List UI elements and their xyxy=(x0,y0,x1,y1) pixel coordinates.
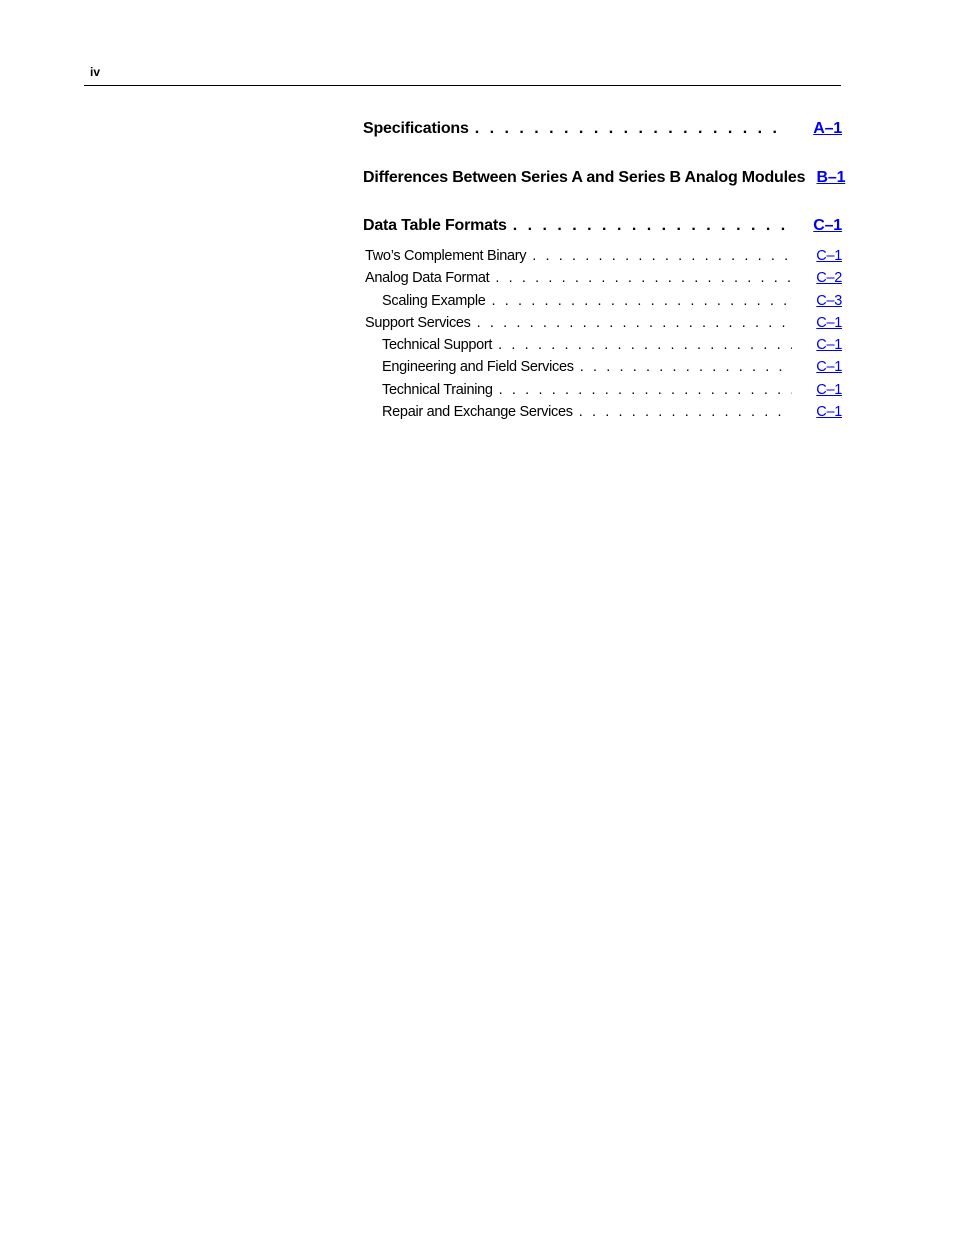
dot-leader xyxy=(580,359,792,375)
toc-entry-twos-complement xyxy=(363,248,842,264)
toc-entry-title: Engineering and Field Services xyxy=(382,359,574,375)
dot-leader xyxy=(579,404,792,420)
toc-entry-title: Repair and Exchange Services xyxy=(382,404,573,420)
toc-entry-repair-exchange-services xyxy=(363,404,842,420)
toc-entry-differences xyxy=(363,169,846,187)
dot-leader xyxy=(475,120,788,138)
toc-page-link[interactable]: C–1 xyxy=(813,217,842,234)
toc-entry-analog-data-format xyxy=(363,270,842,286)
toc-page-link[interactable]: C–1 xyxy=(816,382,842,398)
toc-page-link[interactable]: C–3 xyxy=(816,293,842,309)
toc-entry-technical-support xyxy=(363,337,842,353)
toc-entry-title: Differences Between Series A and Series B Analog Modules xyxy=(363,169,806,186)
toc-entry-title: Two’s Complement Binary xyxy=(365,248,527,264)
toc-entry-title: Scaling Example xyxy=(382,293,486,309)
toc-page-link[interactable]: C–1 xyxy=(816,248,842,264)
dot-leader xyxy=(513,217,788,235)
toc-page-link[interactable]: C–1 xyxy=(816,359,842,375)
toc-entry-engineering-field-services xyxy=(363,359,842,375)
dot-leader xyxy=(499,382,792,398)
toc-entry-title: Analog Data Format xyxy=(365,270,490,286)
dot-leader xyxy=(477,315,792,331)
toc-page-link[interactable]: C–1 xyxy=(816,404,842,420)
toc-page-link[interactable]: A–1 xyxy=(813,120,842,137)
toc-entry-data-table-formats xyxy=(363,217,842,235)
dot-leader xyxy=(498,337,792,353)
toc-entry-title: Technical Training xyxy=(382,382,493,398)
dot-leader xyxy=(532,248,792,264)
toc-entry-support-services xyxy=(363,315,842,331)
toc-entry-title: Specifications xyxy=(363,120,469,137)
toc-page-link[interactable]: C–1 xyxy=(816,337,842,353)
page-number: iv xyxy=(90,65,101,79)
dot-leader xyxy=(495,270,792,286)
header-rule xyxy=(84,85,841,86)
toc-entry-title: Technical Support xyxy=(382,337,493,353)
toc-page-link[interactable]: C–1 xyxy=(816,315,842,331)
toc-entry-scaling-example xyxy=(363,293,842,309)
toc-entry-title: Support Services xyxy=(365,315,471,331)
toc-entry-specifications xyxy=(363,120,842,138)
toc-page-link[interactable]: B–1 xyxy=(816,169,846,186)
toc-entry-title: Data Table Formats xyxy=(363,217,507,234)
toc-page-link[interactable]: C–2 xyxy=(816,270,842,286)
dot-leader xyxy=(492,293,793,309)
toc-entry-technical-training xyxy=(363,382,842,398)
